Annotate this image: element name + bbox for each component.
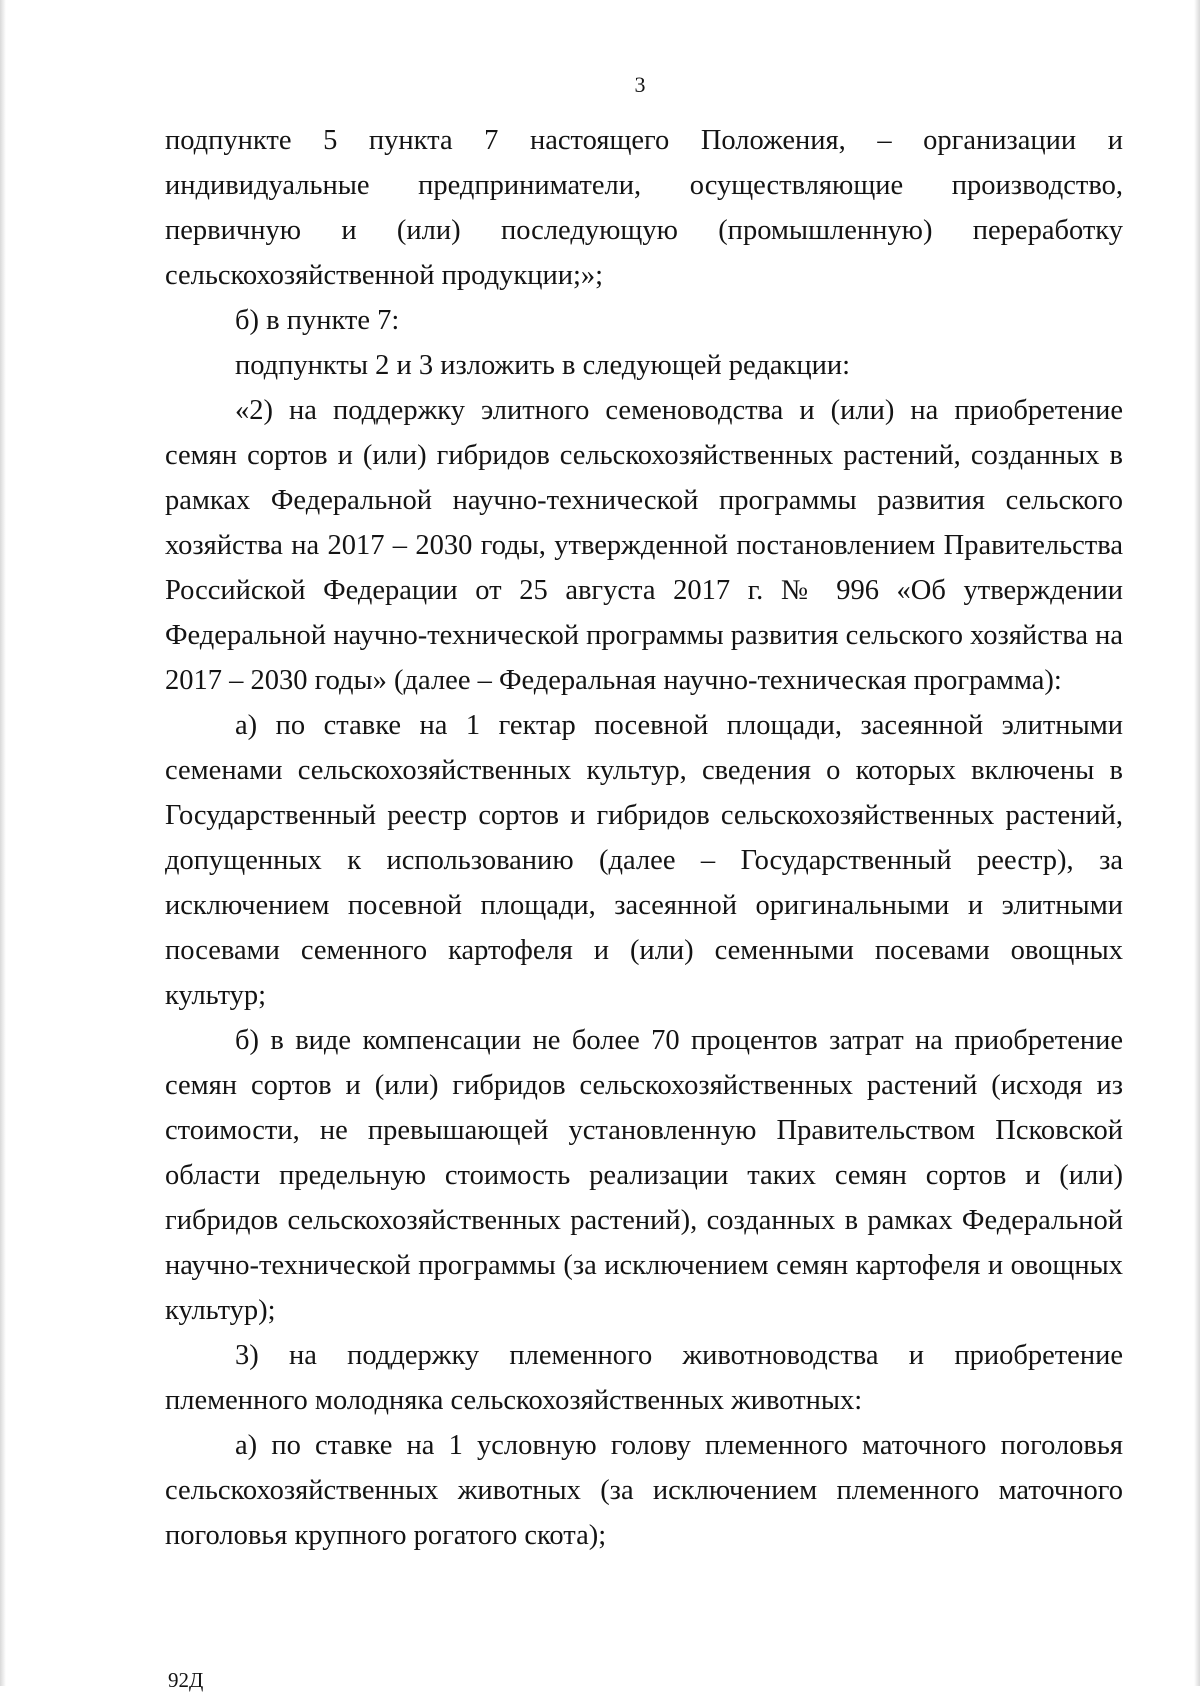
paragraph-subitem-2: «2) на поддержку элитного семеноводства и (или) на приобретение семян сортов и (или) гибридов сельскохозяйственных растений, созданных в рамках Федеральной научно-технической программы развития сельского хозяйства на 2017 – 2030 годы, утвержденной постановлением Правительства Российской Федерации от 25 августа 2017 г. № 996 «Об утверждении Федеральной научно-технической программы развития сельского хозяйства на 2017 – 2030 годы» (далее – Федеральная научно-техническая программа):	[165, 395, 1123, 696]
paragraph-subitem-2b: б) в виде компенсации не более 70 процентов затрат на приобретение семян сортов и (или) гибридов сельскохозяйственных растений (исходя из стоимости, не превышающей установленную Правительством Псковской области предельную стоимость реализации таких семян сортов и (или) гибридов сельскохозяйственных растений), созданных в рамках Федеральной научно-технической программы (за исключением семян картофеля и овощных культур);	[165, 1025, 1123, 1326]
paragraph-subitem-2a: а) по ставке на 1 гектар посевной площади, засеянной элитными семенами сельскохозяйственных культур, сведения о которых включены в Государственный реестр сортов и гибридов сельскохозяйственных растений, допущенных к использованию (далее – Государственный реестр), за исключением посевной площади, засеянной оригинальными и элитными посевами семенного картофеля и (или) семенными посевами овощных культур;	[165, 710, 1123, 1011]
page-number: 3	[634, 72, 646, 97]
page-edge-left	[0, 0, 6, 1686]
page-edge-right	[1194, 0, 1200, 1686]
paragraph-continuation: подпункте 5 пункта 7 настоящего Положения, – организации и индивидуальные предприниматели, осуществляющие производство, первичную и (или) последующую (промышленную) переработку сельскохозяйственной продукции;»;	[165, 125, 1123, 291]
document-body	[165, 118, 1123, 1558]
paragraph-subitem-3a: а) по ставке на 1 условную голову племенного маточного поголовья сельскохозяйственных животных (за исключением племенного маточного поголовья крупного рогатого скота);	[165, 1430, 1123, 1551]
paragraph-subitem-3: 3) на поддержку племенного животноводства и приобретение племенного молодняка сельскохозяйственных животных:	[165, 1340, 1123, 1416]
paragraph-instruction: подпункты 2 и 3 изложить в следующей редакции:	[235, 350, 850, 381]
footer-document-code: 92Д	[168, 1668, 204, 1692]
paragraph-item-b: б) в пункте 7:	[235, 305, 400, 336]
